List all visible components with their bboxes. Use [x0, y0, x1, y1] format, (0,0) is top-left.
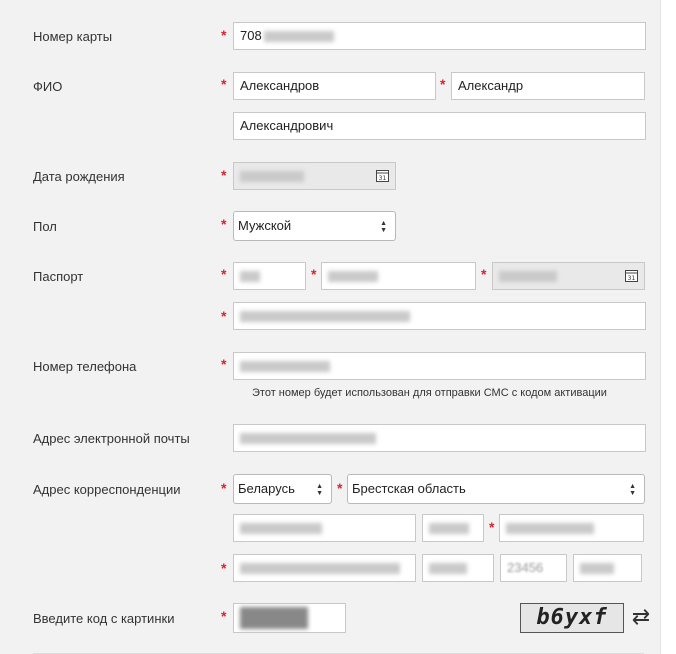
birth-date-input[interactable]	[233, 162, 396, 190]
email-label: Адрес электронной почты	[33, 431, 190, 446]
redacted-text	[240, 563, 400, 574]
gender-select[interactable]	[233, 211, 396, 241]
required-mark: *	[221, 356, 227, 372]
passport-label: Паспорт	[33, 269, 84, 284]
country-selected-value: Беларусь	[238, 481, 295, 496]
required-mark: *	[221, 216, 227, 232]
country-select[interactable]	[233, 474, 332, 504]
captcha-input[interactable]	[233, 603, 346, 633]
postal-code-input[interactable]	[500, 554, 567, 582]
required-mark: *	[221, 27, 227, 43]
passport-issue-date-input[interactable]	[492, 262, 645, 290]
redacted-text	[499, 271, 557, 282]
house-input[interactable]	[422, 554, 494, 582]
redacted-text	[240, 607, 308, 629]
select-arrows-icon: ▲ ▼	[629, 483, 636, 497]
region-selected-value: Брестская область	[352, 481, 466, 496]
calendar-day: 31	[378, 175, 387, 182]
email-input[interactable]	[233, 424, 646, 452]
select-arrows-icon: ▲ ▼	[316, 483, 323, 497]
passport-number-input[interactable]	[321, 262, 476, 290]
gender-selected-value: Мужской	[238, 218, 292, 233]
captcha-label: Введите код с картинки	[33, 611, 175, 626]
apartment-input[interactable]	[573, 554, 642, 582]
redacted-text	[506, 523, 594, 534]
captcha-image: b6yxf	[520, 603, 624, 633]
phone-input[interactable]	[233, 352, 646, 380]
redacted-text	[240, 311, 410, 322]
birth-date-label: Дата рождения	[33, 169, 125, 184]
card-number-label: Номер карты	[33, 29, 113, 44]
street-input[interactable]	[233, 554, 416, 582]
gender-label: Пол	[33, 219, 57, 234]
redacted-text	[264, 31, 334, 42]
required-mark: *	[440, 76, 446, 92]
postal-code-value: 23456	[507, 560, 544, 575]
calendar-day: 31	[627, 275, 636, 282]
card-number-value: 708	[240, 28, 262, 43]
phone-label: Номер телефона	[33, 359, 137, 374]
middle-name-input[interactable]: Александрович	[233, 112, 646, 140]
first-name-input[interactable]: Александр	[451, 72, 645, 100]
address-label: Адрес корреспонденции	[33, 482, 181, 497]
settlement-input[interactable]	[499, 514, 644, 542]
redacted-text	[328, 271, 378, 282]
required-mark: *	[221, 308, 227, 324]
phone-hint: Этот номер будет использован для отправки СМС с кодом активации	[252, 387, 607, 399]
required-mark: *	[337, 480, 343, 496]
required-mark: *	[481, 266, 487, 282]
card-number-input[interactable]	[233, 22, 646, 50]
required-mark: *	[221, 167, 227, 183]
required-mark: *	[221, 480, 227, 496]
redacted-text	[240, 361, 330, 372]
required-mark: *	[221, 608, 227, 624]
fio-label: ФИО	[33, 79, 63, 94]
redacted-text	[429, 563, 467, 574]
redacted-text	[240, 523, 322, 534]
calendar-icon[interactable]	[376, 169, 389, 182]
passport-series-input[interactable]	[233, 262, 306, 290]
required-mark: *	[221, 560, 227, 576]
required-mark: *	[221, 266, 227, 282]
redacted-text	[580, 563, 614, 574]
refresh-captcha-icon[interactable]: ⇄	[631, 604, 651, 629]
required-mark: *	[489, 519, 495, 535]
redacted-text	[429, 523, 469, 534]
district-input[interactable]	[233, 514, 416, 542]
required-mark: *	[311, 266, 317, 282]
redacted-text	[240, 271, 260, 282]
last-name-input[interactable]: Александров	[233, 72, 436, 100]
settlement-type-input[interactable]	[422, 514, 484, 542]
redacted-text	[240, 433, 376, 444]
required-mark: *	[221, 76, 227, 92]
select-arrows-icon: ▲ ▼	[380, 220, 387, 234]
region-select[interactable]	[347, 474, 645, 504]
passport-issued-by-input[interactable]	[233, 302, 646, 330]
redacted-text	[240, 171, 304, 182]
calendar-icon[interactable]	[625, 269, 638, 282]
